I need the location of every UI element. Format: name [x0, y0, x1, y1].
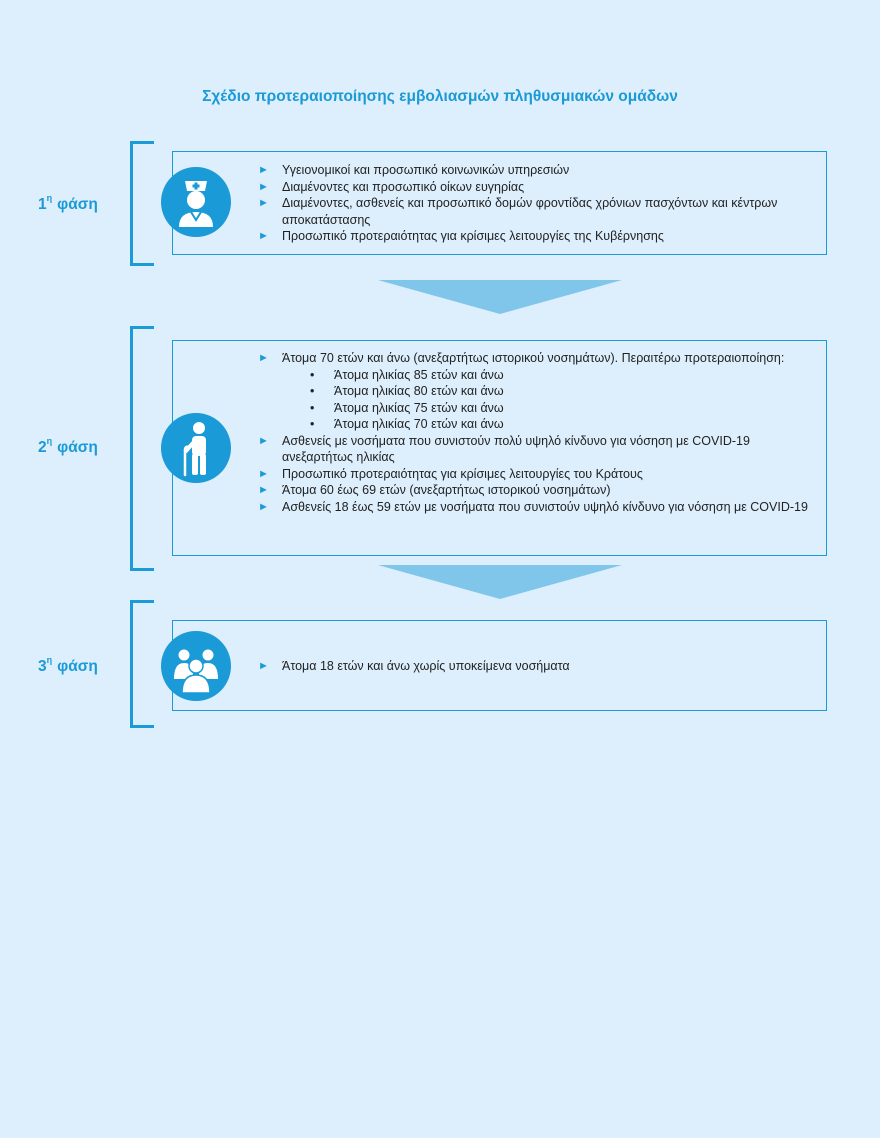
dot-bullet-icon: •: [310, 417, 315, 431]
sub-list-item: • Άτομα ηλικίας 85 ετών και άνω: [310, 367, 504, 382]
list-item: ► Άτομα 60 έως 69 ετών (ανεξαρτήτως ιστορικού νοσημάτων): [258, 483, 611, 497]
list-item: ► Άτομα 18 ετών και άνω χωρίς υποκείμενα νοσήματα: [258, 659, 570, 673]
phase-2-label: [38, 438, 134, 457]
triangle-bullet-icon: ►: [258, 484, 269, 496]
phase-2-superscript: η: [46, 436, 53, 446]
phase-2-number: 2: [38, 439, 47, 457]
triangle-bullet-icon: ►: [258, 434, 269, 447]
list-item: ► Άτομα 70 ετών και άνω (ανεξαρτήτως ιστορικού νοσημάτων). Περαιτέρω προτεραιοποίηση:: [258, 351, 785, 365]
sub-list-item: • Άτομα ηλικίας 70 ετών και άνω: [310, 417, 504, 431]
triangle-bullet-icon: ►: [258, 352, 269, 364]
phase-3-items: [258, 658, 823, 675]
phase-1-bracket: [130, 141, 154, 266]
triangle-bullet-icon: ►: [258, 467, 269, 480]
triangle-bullet-icon: ►: [258, 500, 269, 513]
nurse-icon: [161, 167, 231, 237]
triangle-bullet-icon: ►: [258, 180, 269, 193]
list-item: ► Διαμένοντες και προσωπικό οίκων ευγηρίας: [258, 179, 525, 194]
triangle-bullet-icon: ►: [258, 197, 269, 209]
phase-2-bracket: [130, 326, 154, 571]
phase-1-word: φάση: [57, 196, 98, 214]
phase-3-word: φάση: [57, 658, 98, 676]
dot-bullet-icon: •: [310, 384, 315, 398]
phase-3-number: 3: [38, 658, 47, 676]
list-item: ► Προσωπικό προτεραιότητας για κρίσιμες λειτουργίες της Κυβέρνησης: [258, 229, 664, 243]
dot-bullet-icon: •: [310, 367, 315, 382]
list-item: ► Ασθενείς 18 έως 59 ετών με νοσήματα που συνιστούν υψηλό κίνδυνο για νόσηση με COVID-19: [258, 499, 808, 514]
triangle-bullet-icon: ►: [258, 164, 269, 176]
phase-3-superscript: η: [46, 655, 53, 665]
list-item: ► Διαμένοντες, ασθενείς και προσωπικό δομών φροντίδας χρόνιων πασχόντων και κέντρων αποκατάστασης: [258, 196, 778, 227]
sub-list-item: • Άτομα ηλικίας 75 ετών και άνω: [310, 400, 504, 415]
phase-1-superscript: η: [46, 193, 53, 203]
phase-3-label: [38, 657, 134, 676]
dot-bullet-icon: •: [310, 400, 315, 415]
triangle-bullet-icon: ►: [258, 660, 269, 672]
down-arrow-2: [378, 565, 622, 599]
sub-list-item: • Άτομα ηλικίας 80 ετών και άνω: [310, 384, 504, 398]
list-item: ► Υγειονομικοί και προσωπικό κοινωνικών υπηρεσιών: [258, 163, 570, 177]
phase-3-bracket: [130, 600, 154, 728]
list-item: ► Προσωπικό προτεραιότητας για κρίσιμες λειτουργίες του Κράτους: [258, 466, 643, 481]
diagram-title: Σχέδιο προτεραιοποίησης εμβολιασμών πληθυσμιακών ομάδων: [202, 88, 678, 105]
phase-1-items: [258, 162, 823, 245]
group-of-people-icon: [161, 631, 231, 701]
list-item: ► Ασθενείς με νοσήματα που συνιστούν πολύ υψηλό κίνδυνο για νόσηση με COVID-19 ανεξαρτήτως ηλικίας: [258, 433, 750, 464]
triangle-bullet-icon: ►: [258, 230, 269, 242]
phase-2-word: φάση: [57, 439, 98, 457]
elderly-person-icon: [161, 413, 231, 483]
phase-1-label: [38, 195, 134, 214]
phase-2-items: [258, 350, 823, 515]
down-arrow-1: [378, 280, 622, 314]
phase-1-number: 1: [38, 196, 47, 214]
